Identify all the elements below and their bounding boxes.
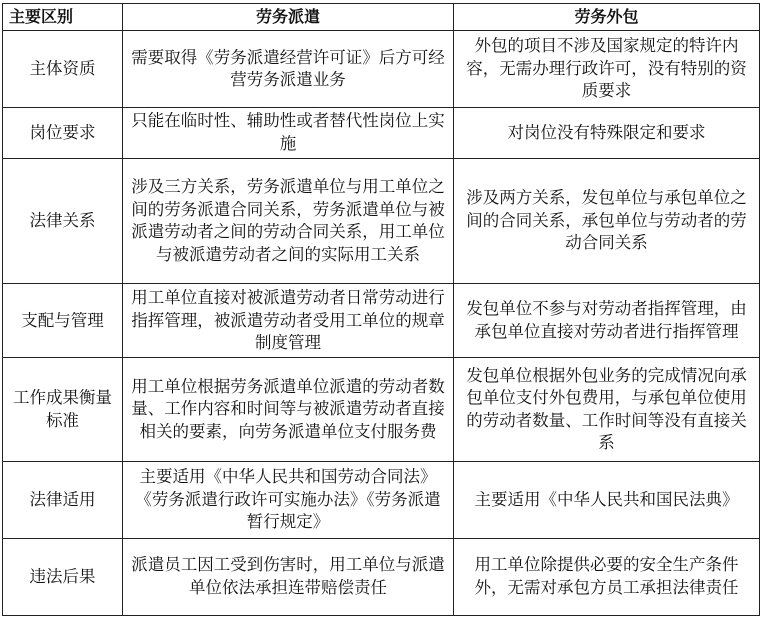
row-label: 法律适用 [3,461,123,538]
outsource-cell: 发包单位根据外包业务的完成情况向承包单位支付外包费用，与承包单位使用的劳动者数量、工作时间等没有直接关系 [454,358,760,461]
outsource-cell: 涉及两方关系，发包单位与承包单位之间的合同关系，承包单位与劳动者的劳动合同关系 [454,158,760,284]
comparison-table [2,3,760,616]
table-row [3,358,760,461]
header-labor-outsourcing: 劳务外包 [454,4,760,31]
table-row [3,461,760,538]
row-label: 岗位要求 [3,108,123,159]
outsource-cell: 发包单位不参与对劳动者指挥管理，由承包单位直接对劳动者进行指挥管理 [454,284,760,358]
dispatch-cell: 需要取得《劳务派遣经营许可证》后方可经营劳务派遣业务 [123,31,454,108]
dispatch-cell: 派遣员工因工受到伤害时，用工单位与派遣单位依法承担连带赔偿责任 [123,538,454,615]
table-row [3,284,760,358]
header-row [3,4,760,31]
row-label: 主体资质 [3,31,123,108]
dispatch-cell: 主要适用《中华人民共和国劳动合同法》《劳务派遣行政许可实施办法》《劳务派遣暂行规定》 [123,461,454,538]
outsource-cell: 主要适用《中华人民共和国民法典》 [454,461,760,538]
row-label: 法律关系 [3,158,123,284]
header-labor-dispatch: 劳务派遣 [123,4,454,31]
table-row [3,158,760,284]
dispatch-cell: 涉及三方关系，劳务派遣单位与用工单位之间的劳务派遣合同关系，劳务派遣单位与被派遣劳动者之间的劳动合同关系，用工单位与被派遣劳动者之间的实际用工关系 [123,158,454,284]
table-body [3,31,760,616]
table-header [3,4,760,31]
dispatch-cell: 只能在临时性、辅助性或者替代性岗位上实施 [123,108,454,159]
table-row [3,108,760,159]
dispatch-cell: 用工单位直接对被派遣劳动者日常劳动进行指挥管理，被派遣劳动者受用工单位的规章制度管理 [123,284,454,358]
row-label: 违法后果 [3,538,123,615]
dispatch-cell: 用工单位根据劳务派遣单位派遣的劳动者数量、工作内容和时间等与被派遣劳动者直接相关的要素，向劳务派遣单位支付服务费 [123,358,454,461]
outsource-cell: 外包的项目不涉及国家规定的特许内容，无需办理行政许可，没有特别的资质要求 [454,31,760,108]
outsource-cell: 对岗位没有特殊限定和要求 [454,108,760,159]
outsource-cell: 用工单位除提供必要的安全生产条件外，无需对承包方员工承担法律责任 [454,538,760,615]
header-main-difference: 主要区别 [3,4,123,31]
row-label: 支配与管理 [3,284,123,358]
table-row [3,538,760,615]
table-row [3,31,760,108]
row-label: 工作成果衡量标准 [3,358,123,461]
